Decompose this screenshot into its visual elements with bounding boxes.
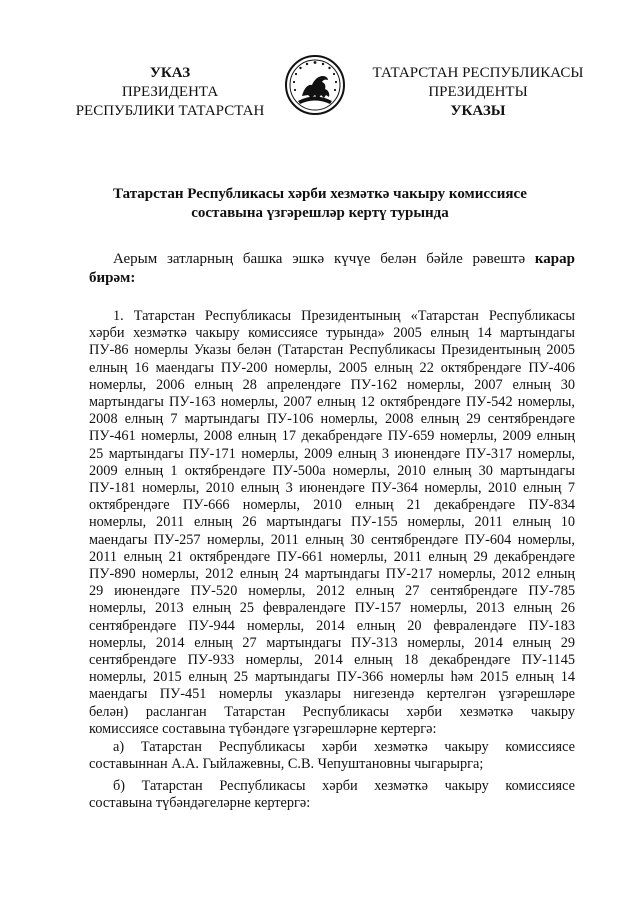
intro-bold: карар бирәм: — [89, 251, 575, 286]
paragraph-line: елның 16 маендагы ПУ-200 номерлы, 2005 елның 22 октябрендәге ПУ-406 — [89, 359, 575, 376]
item-a — [89, 739, 575, 773]
paragraph-line: комиссиясе составына түбәндәге үзгәрешләрне кертергә: — [89, 720, 437, 737]
header-left-line: РЕСПУБЛИКИ ТАТАРСТАН — [75, 103, 265, 119]
item-b-line: составына түбәндәгеләрне кертергә: — [89, 795, 311, 812]
item-b — [89, 778, 575, 812]
decree-title — [80, 185, 560, 223]
header-right-line: ТАТАРСТАН РЕСПУБЛИКАСЫ — [372, 65, 584, 81]
header-right-line: ПРЕЗИДЕНТЫ — [428, 84, 528, 100]
header-right-line: УКАЗЫ — [450, 103, 506, 119]
title-line: Татарстан Республикасы хәрби хезмәткә чакыру комиссиясе — [113, 186, 527, 202]
paragraph-line: номерлы, 2013 елның 25 февралендәге ПУ-157 номерлы, 2013 елның 26 — [89, 600, 575, 617]
paragraph-line: ПУ-890 номерлы, 2012 елның 24 мартындагы ПУ-217 номерлы, 2012 елның — [89, 566, 575, 583]
paragraph-line: маендагы ПУ-257 номерлы, 2011 елның 30 сентябрендәге ПУ-604 номерлы, — [89, 531, 575, 548]
intro-text: Аерым затларның башка эшкә күчүе белән бәйле рәвештә — [113, 251, 535, 267]
paragraph-line: маендагы ПУ-451 номерлы указлары нигезендә кертелгән үзгәрешләре — [89, 686, 575, 703]
title-line: составына үзгәрешләр кертү турында — [191, 205, 449, 221]
paragraph-line: белән) расланган Татарстан Республикасы хәрби хезмәткә чакыру — [89, 703, 575, 720]
paragraph-line: номерлы, 2015 елның 25 мартындагы ПУ-366 номерлы һәм 2015 елның 14 — [89, 669, 575, 686]
paragraph-line: номерлы, 2011 елның 26 мартындагы ПУ-155 номерлы, 2011 елның 10 — [89, 514, 575, 531]
header-left-russian — [70, 64, 270, 121]
paragraph-line: сентябрендәге ПУ-944 номерлы, 2014 елның 20 февралендәге ПУ-183 — [89, 617, 575, 634]
paragraph-line: октябрендәге ПУ-666 номерлы, 2010 елның 21 декабрендәге ПУ-834 — [89, 497, 575, 514]
header-left-line: УКАЗ — [149, 65, 191, 81]
header-left-line: ПРЕЗИДЕНТА — [121, 84, 219, 100]
paragraph-line: 1. Татарстан Республикасы Президентының «Татарстан Республикасы — [113, 308, 575, 324]
paragraph-line: ПУ-181 номерлы, 2010 елның 3 июнендәге ПУ-364 номерлы, 2010 елның 7 — [89, 480, 575, 497]
paragraph-line: ПУ-86 номерлы Указы белән (Татарстан Республикасы Президентының 2005 — [89, 342, 575, 359]
item-b-line: б) Татарстан Республикасы хәрби хезмәткә чакыру комиссиясе — [113, 778, 575, 794]
coat-of-arms-icon — [284, 54, 346, 116]
paragraph-line: мартындагы ПУ-163 номерлы, 2007 елның 12 октябрендәге ПУ-542 номерлы, — [89, 394, 575, 411]
paragraph-line: 2011 елның 21 октябрендәге ПУ-661 номерлы, 2011 елның 29 декабрендәге — [89, 548, 575, 565]
paragraph-1 — [89, 308, 575, 738]
header-right-tatar — [366, 64, 590, 121]
paragraph-line: 2009 елның 1 октябрендәге ПУ-500а номерлы, 2010 елның 30 мартындагы — [89, 462, 575, 479]
paragraph-line: номерлы, 2014 елның 27 мартындагы ПУ-313 номерлы, 2014 елның 29 — [89, 634, 575, 651]
paragraph-line: номерлы, 2006 елның 28 апрелендәге ПУ-162 номерлы, 2007 елның 30 — [89, 376, 575, 393]
paragraph-line: 29 июнендәге ПУ-520 номерлы, 2012 елның 27 сентябрендәге ПУ-785 — [89, 583, 575, 600]
paragraph-line: ПУ-461 номерлы, 2008 елның 17 декабрендәге ПУ-659 номерлы, 2009 елның — [89, 428, 575, 445]
item-a-line: а) Татарстан Республикасы хәрби хезмәткә чакыру комиссиясе — [113, 739, 575, 755]
item-a-line: составыннан А.А. Гыйлажевны, С.В. Чепуштановны чыгарырга; — [89, 756, 484, 773]
paragraph-line: сентябрендәге ПУ-933 номерлы, 2014 елның 18 декабрендәге ПУ-1145 — [89, 652, 575, 669]
paragraph-line: 2008 елның 7 мартындагы ПУ-106 номерлы, 2008 елның 29 сентябрендәге — [89, 411, 575, 428]
paragraph-line: 25 мартындагы ПУ-171 номерлы, 2009 елның 3 июнендәге ПУ-317 номерлы, — [89, 445, 575, 462]
paragraph-line: хәрби хезмәткә чакыру комиссиясе турында» 2005 елның 14 мартындагы — [89, 325, 575, 342]
intro-paragraph — [89, 250, 575, 288]
